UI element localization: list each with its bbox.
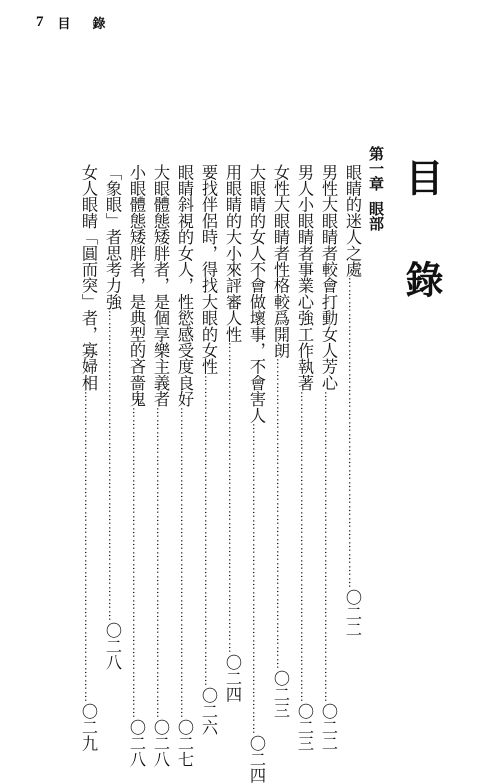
chapter-name: 眼部: [367, 201, 385, 231]
toc-entry[interactable]: [316, 142, 340, 752]
leader-dots: ……………………………………………………………………: [202, 374, 215, 687]
leader-dots: ……………………………………………………………………: [178, 407, 191, 719]
toc-entry-title: 「象眼」者思考力強: [103, 164, 122, 310]
toc-entry-title: 女性大眼睛者性格較爲開朗: [271, 164, 290, 359]
toc-entry-title: 眼睛斜視的女人，性慾感受度良好: [175, 164, 194, 407]
leader-dots: ……………………………………………………………………: [82, 390, 95, 703]
leader-dots: ……………………………………………………………………: [130, 407, 143, 719]
toc-entry-page: 〇二七: [175, 719, 194, 768]
toc-entry-page: 〇二八: [103, 621, 122, 671]
toc-entry-page: 〇二八: [151, 719, 170, 768]
toc-entry[interactable]: [196, 142, 220, 736]
leader-dots: ……………………………………………………………………: [274, 358, 287, 671]
chapter-number: 第一章: [367, 146, 385, 191]
leader-dots: ……………………………………………………………………: [154, 407, 167, 719]
toc-entry[interactable]: [268, 142, 292, 720]
toc-entry[interactable]: [76, 142, 100, 752]
toc-entry-page: 〇二八: [127, 719, 146, 768]
toc-entry-page: 〇二九: [79, 702, 98, 752]
chapter-heading: [364, 142, 388, 602]
toc-entry-page: 〇二六: [199, 686, 218, 736]
toc-entry-title: 大眼睛的女人不會做壞事，不會害人: [247, 164, 266, 424]
toc-entry-page: 〇二四: [223, 654, 242, 703]
leader-dots: ……………………………………………………………………: [346, 277, 359, 590]
toc-entry[interactable]: [292, 142, 316, 752]
running-title-char: 目: [57, 16, 71, 32]
toc-entry[interactable]: [340, 142, 364, 639]
toc-entry-page: 〇二三: [295, 702, 314, 752]
toc-entry-page: 〇二四: [247, 735, 266, 784]
leader-dots: ……………………………………………………………………: [106, 309, 119, 622]
toc-entry[interactable]: [220, 142, 244, 703]
leader-dots: ……………………………………………………………………: [322, 390, 335, 703]
page-title: 目錄: [399, 158, 443, 362]
page-number: 7: [36, 13, 44, 30]
leader-dots: ……………………………………………………………………: [250, 423, 263, 736]
toc-entry-title: 男人小眼睛者事業心強工作執著: [295, 164, 314, 391]
running-title-char: 錄: [92, 16, 106, 32]
toc-entry[interactable]: [124, 142, 148, 768]
toc-entry[interactable]: [148, 142, 172, 768]
toc-entry-title: 女人眼睛「圓而突」者，寡婦相: [79, 164, 98, 391]
toc-entry-page: 〇二三: [271, 670, 290, 720]
toc-entry-title: 用眼睛的大小來評審人性: [223, 164, 242, 343]
toc-entry-page: 〇二二: [319, 702, 338, 752]
leader-dots: ……………………………………………………………………: [298, 390, 311, 703]
toc-entry-page: 〇二二: [343, 589, 362, 639]
table-of-contents: [76, 142, 388, 784]
leader-dots: ……………………………………………………………………: [226, 342, 239, 655]
toc-entry[interactable]: [172, 142, 196, 768]
toc-entry[interactable]: [244, 142, 268, 784]
toc-entry-title: 眼睛的迷人之處: [343, 164, 362, 278]
toc-entry-title: 小眼體態矮胖者，是典型的吝嗇鬼: [127, 164, 146, 407]
running-header: [36, 12, 128, 32]
toc-entry[interactable]: [100, 142, 124, 671]
toc-entry-title: 要找伴侶時，得找大眼的女性: [199, 164, 218, 375]
toc-entry-title: 大眼體態矮胖者，是個享樂主義者: [151, 164, 170, 407]
toc-entry-title: 男性大眼睛者較會打動女人芳心: [319, 164, 338, 391]
